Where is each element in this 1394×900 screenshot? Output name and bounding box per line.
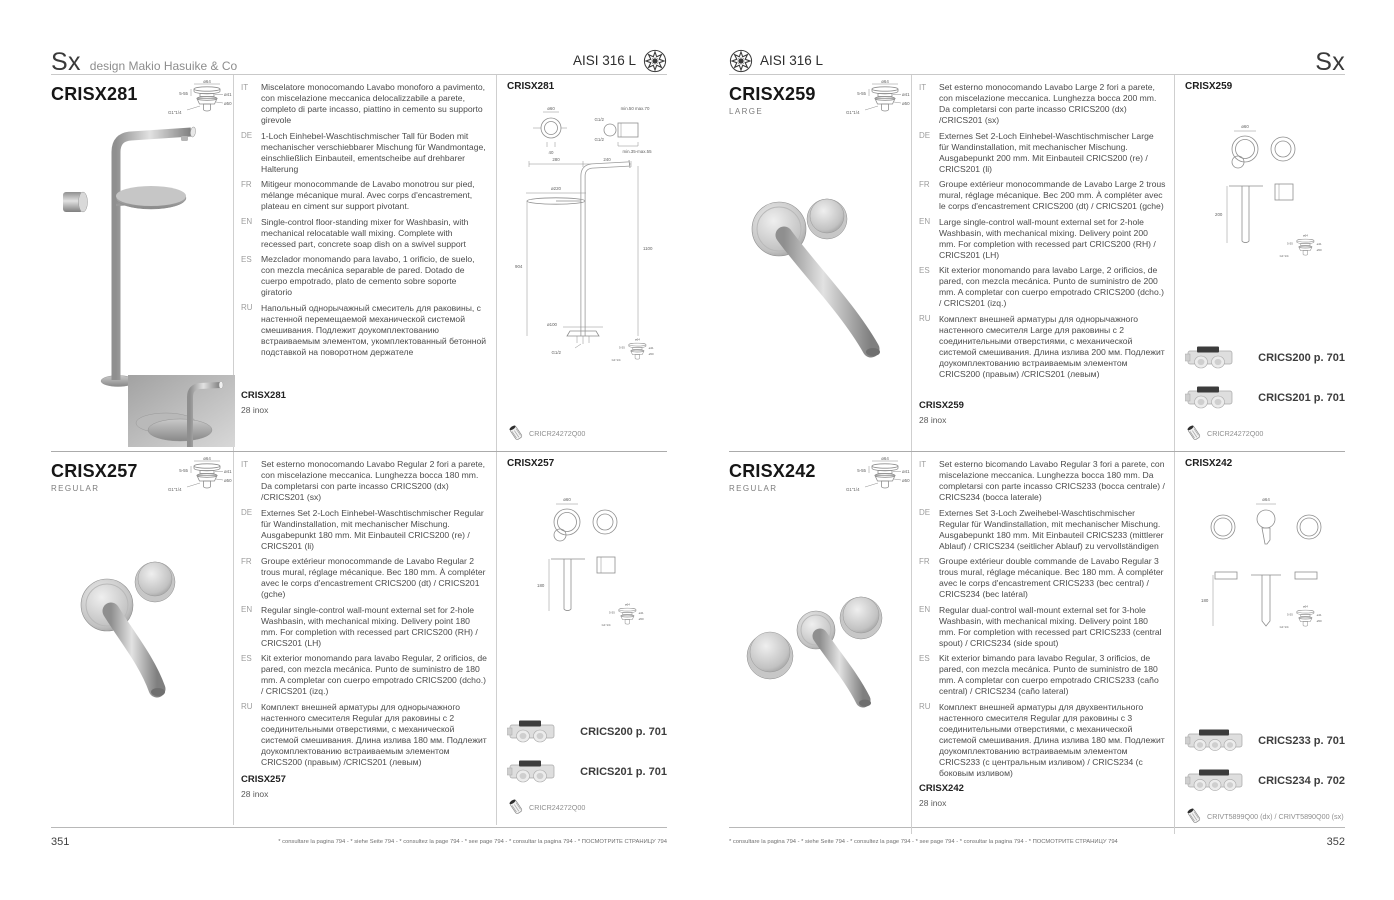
svg-text:ø64: ø64: [1262, 497, 1270, 502]
page-footer-left: [51, 827, 667, 848]
description-text: Groupe extérieur double commande de Lavabo Regular 3 trous mural, réglage mécanique. Bec 180 mm. À compléter avec le corps d'encastrement CRICS233 (bec central) / CRICS234 (bec latéral): [939, 556, 1164, 599]
designer-credit: design Makio Hasuike & Co: [89, 59, 238, 73]
description-row: [919, 314, 1166, 380]
finish-label: 28 inox: [919, 415, 947, 425]
product-title: CRISX257: [51, 461, 138, 481]
description-row: [919, 556, 1166, 600]
svg-text:ø100: ø100: [546, 322, 557, 327]
description-row: [241, 131, 488, 175]
description-row: [919, 605, 1166, 649]
lang-code: EN: [919, 217, 931, 226]
product-code-label: CRISX257: [241, 774, 286, 785]
svg-text:ø60: ø60: [547, 106, 555, 111]
svg-text:ø220: ø220: [550, 186, 562, 191]
description-text: Large single-control wall-mount external set for 2-hole Washbasin, with mechanical mixing. Delivery point 200 mm. For completion with recessed part CRICS200 (RH) / CRICS201 (LH): [939, 216, 1156, 260]
svg-text:904: 904: [515, 264, 523, 269]
svg-text:ø50: ø50: [1316, 619, 1322, 624]
svg-text:G1/2: G1/2: [594, 137, 604, 142]
cartridge-icon: [507, 423, 525, 443]
svg-text:5-55: 5-55: [857, 91, 866, 96]
lang-code: RU: [241, 702, 253, 711]
svg-text:5-55: 5-55: [619, 345, 625, 350]
description-row: [241, 702, 488, 768]
svg-text:5-55: 5-55: [1287, 612, 1293, 617]
drain-diagram: [164, 456, 252, 510]
lang-code: FR: [241, 179, 252, 189]
svg-text:ø50: ø50: [638, 617, 644, 622]
svg-text:G1"1/4: G1"1/4: [168, 487, 182, 492]
description-row: [241, 179, 488, 212]
svg-text:ø41: ø41: [902, 92, 910, 97]
product-code-block: [919, 783, 1166, 808]
cartridge-code: CRIVT5899Q00 (dx) / CRIVT5890Q00 (sx): [1207, 811, 1344, 821]
svg-text:ø64: ø64: [881, 79, 889, 84]
ref-image: [1185, 343, 1237, 373]
material-label: AISI 316 L: [572, 53, 636, 68]
lang-code: RU: [919, 702, 931, 711]
description-row: [919, 265, 1166, 309]
description-row: [241, 508, 488, 552]
svg-text:200: 200: [1215, 212, 1223, 217]
product-code-block: [241, 390, 488, 425]
product-photo: [737, 574, 909, 730]
product-variant: LARGE: [729, 106, 764, 116]
product-code-block: [241, 774, 488, 799]
svg-text:40: 40: [548, 150, 554, 155]
tech-drawing-code: CRISX242: [1185, 458, 1233, 469]
svg-text:ø41: ø41: [224, 469, 232, 474]
description-row: [919, 217, 1166, 261]
description-row: [919, 179, 1166, 212]
ref-row: [1185, 343, 1347, 373]
lang-code: ES: [241, 254, 252, 264]
svg-text:ø50: ø50: [902, 478, 910, 483]
description-text: Set esterno monocomando Lavabo Large 2 fori a parete, con miscelazione meccanica. Lunghezza bocca 200 mm. Da completarsi con parte incasso CRICS200 (dx) /CRICS201 (sx): [939, 82, 1157, 125]
ref-image: [1185, 766, 1245, 796]
product-code-label: CRISX259: [919, 400, 964, 411]
cartridge-code: CRICR24272Q00: [529, 428, 586, 438]
description-text: Mitigeur monocommande de Lavabo monotrou sur pied, mélange mécanique mural. Avec corps d'encastrement, plateau en ciment sur support pivotant.: [261, 179, 475, 211]
lang-code: FR: [919, 556, 930, 566]
finish-label: 28 inox: [241, 789, 269, 799]
cartridge-row: [1185, 806, 1347, 826]
ref-label: CRICS201 p. 701: [1258, 392, 1345, 404]
ref-label: CRICS233 p. 701: [1258, 735, 1345, 747]
lang-code: IT: [241, 82, 249, 92]
svg-text:ø50: ø50: [648, 352, 654, 357]
lang-code: DE: [919, 131, 931, 140]
cartridge-code: CRICR24272Q00: [1207, 428, 1264, 438]
description-text: Groupe extérieur monocommande de Lavabo Large 2 trous mural, réglage mécanique. Bec 200 mm. À compléter avec le corps d'encastrement CRICS200 (dt) / CRICS201 (gche): [939, 179, 1166, 211]
product-section-crisx281: [51, 75, 667, 451]
lang-code: IT: [241, 459, 249, 469]
lang-code: EN: [919, 605, 931, 614]
svg-text:G1"1/4: G1"1/4: [168, 110, 182, 115]
product-variant: REGULAR: [51, 483, 100, 493]
tech-drawing: [1185, 98, 1347, 304]
svg-text:G1"1/4: G1"1/4: [611, 358, 621, 363]
description-text: 1-Loch Einhebel-Waschtischmischer Tall für Boden mit mechanischer verschiebbarer Mischung für Wandmontage, einschließlich Einbauteil, ementscheibe auf drehbarer Halterung: [261, 130, 486, 174]
svg-text:G1"1/4: G1"1/4: [601, 623, 611, 628]
svg-text:ø41: ø41: [1316, 613, 1322, 618]
description-text: Groupe extérieur monocommande de Lavabo Regular 2 trous mural, réglage mécanique. Bec 180 mm. À compléter avec le corps d'encastrement CRICS200 (dt) / CRICS201 (gche): [261, 556, 486, 599]
description-text: Externes Set 2-Loch Einhebel-Waschtischmischer Large für Wandinstallation, mit mechanischer Mischung. Ausgabepunkt 200 mm. Mit Einbauteil CRICS200 (re) / CRICS201 (li): [939, 130, 1154, 174]
description-text: Regular single-control wall-mount external set for 2-hole Washbasin, with mechanical mixing. Delivery point 180 mm. For completion with recessed part CRICS200 (RH) / CRICS201 (LH): [261, 604, 478, 648]
svg-text:5-55: 5-55: [179, 91, 188, 96]
brand-logo: Sx: [51, 48, 81, 76]
description-text: Комплект внешней арматуры для однорычажного настенного смесителя Regular для раковины с 2 соединительными отверстиями, с механической системой смешивания. Длина излива 180 мм. Подлежит доукомплектованию встраиваемым элементом CRICS200 (правым) /CRICS201 (левым): [261, 701, 487, 767]
description-text: Miscelatore monocomando Lavabo monoforo a pavimento, con miscelazione meccanica delocalizzabile a parete, completo di parte incasso, piattino in cemento su supporto girevole: [261, 82, 486, 125]
description-list: [919, 459, 1166, 783]
svg-text:180: 180: [537, 583, 545, 588]
svg-text:G1/2: G1/2: [551, 350, 561, 355]
page-number: 351: [51, 836, 70, 848]
description-text: Напольный однорычажный смеситель для раковины, с настенной перемещаемой механической системой смешивания. Подлежит доукомплектованию встраиваемым элементом, укомплектованный бетонной подставкой на поворотном держателе: [261, 302, 487, 357]
svg-text:ø50: ø50: [1316, 248, 1322, 253]
description-text: Комплект внешней арматуры для двухвентильного настенного смесителя Regular для раковины с 3 соединительными отверстиями, с механической системой смешивания. Длина излива 180 мм. Подлежит доукомплектованию встраиваемым элементом CRICS233 (с центральным изливом) / CRICS234 (с боковым изливом): [939, 701, 1165, 778]
description-row: [919, 508, 1166, 552]
page-header-left: [51, 50, 667, 75]
description-row: [919, 131, 1166, 175]
svg-text:ø41: ø41: [648, 346, 654, 351]
cartridge-row: [507, 797, 669, 817]
ref-image: [507, 757, 559, 787]
lang-code: FR: [919, 179, 930, 189]
svg-text:ø64: ø64: [203, 79, 211, 84]
lang-code: FR: [241, 556, 252, 566]
svg-text:5-55: 5-55: [1287, 241, 1293, 246]
product-detail-photo: [128, 375, 235, 447]
description-row: [241, 217, 488, 250]
description-text: Kit exterior monomando para lavabo Regular, 2 orificios, de pared, con mezcla mecánica. Punto de suministro de 180 mm. A completar con cuerpo empotrado CRICS200 (dcho.) / CRICS201 (izq.): [261, 653, 487, 696]
lang-code: DE: [919, 508, 931, 517]
lang-code: ES: [919, 653, 930, 663]
tech-drawing: [1185, 475, 1347, 671]
star-icon: [643, 49, 667, 73]
description-text: Kit exterior bimando para lavabo Regular, 3 orificios, de pared, con mezcla mecánica. Punto de suministro de 180 mm. A completar con cuerpo empotrado CRICS233 (caño central) / CRICS234 (caño lateral): [939, 653, 1159, 696]
cartridge-row: [507, 423, 669, 443]
svg-text:180: 180: [1201, 598, 1209, 603]
finish-label: 28 inox: [241, 405, 269, 415]
svg-text:G1/2: G1/2: [594, 117, 604, 122]
description-row: [919, 653, 1166, 697]
svg-text:min.50 max.70: min.50 max.70: [620, 106, 650, 111]
svg-text:G1"1/4: G1"1/4: [846, 110, 860, 115]
ref-row: [1185, 726, 1347, 756]
svg-text:ø41: ø41: [1316, 242, 1322, 247]
svg-text:G1"1/4: G1"1/4: [1279, 625, 1289, 630]
ref-label: CRICS234 p. 702: [1258, 775, 1345, 787]
svg-text:ø64: ø64: [1302, 233, 1308, 238]
lang-code: RU: [919, 314, 931, 323]
star-icon: [729, 49, 753, 73]
product-title: CRISX259: [729, 84, 816, 104]
tech-drawing-code: CRISX281: [507, 81, 555, 92]
svg-text:ø50: ø50: [224, 478, 232, 483]
ref-image: [507, 717, 559, 747]
tech-drawing: [507, 475, 669, 673]
product-code-block: [919, 400, 1166, 425]
lang-code: ES: [241, 653, 252, 663]
svg-text:ø41: ø41: [902, 469, 910, 474]
svg-text:G1"1/4: G1"1/4: [846, 487, 860, 492]
ref-row: [507, 757, 669, 787]
description-text: Kit exterior monomando para lavabo Large, 2 orificios, de pared, con mezcla mecánica. Punto de suministro de 200 mm. A completar con cuerpo empotrado CRICS200 (dcho.) / CRICS201 (izq.): [939, 265, 1164, 308]
product-photo: [75, 537, 233, 723]
ref-label: CRICS201 p. 701: [580, 766, 667, 778]
description-row: [241, 303, 488, 358]
catalog-page-left: [51, 0, 667, 900]
ref-row: [1185, 766, 1347, 796]
svg-text:ø64: ø64: [1302, 604, 1308, 609]
ref-image: [1185, 726, 1245, 756]
drain-diagram: [842, 456, 930, 510]
lang-code: DE: [241, 508, 253, 517]
description-row: [241, 254, 488, 298]
description-row: [241, 605, 488, 649]
svg-text:5-55: 5-55: [857, 468, 866, 473]
svg-text:5-55: 5-55: [179, 468, 188, 473]
product-photo: [55, 92, 235, 392]
lang-code: RU: [241, 303, 253, 312]
svg-text:ø41: ø41: [638, 611, 644, 616]
product-section-crisx257: [51, 451, 667, 825]
svg-text:ø60: ø60: [563, 497, 571, 502]
description-row: [919, 82, 1166, 126]
svg-text:G1"1/4: G1"1/4: [1279, 254, 1289, 259]
product-title: CRISX281: [51, 84, 138, 104]
description-row: [241, 459, 488, 503]
tech-drawing: [507, 98, 669, 386]
ref-image: [1185, 383, 1237, 413]
description-row: [241, 556, 488, 600]
product-section-crisx242: [729, 451, 1345, 825]
description-text: Комплект внешней арматуры для однорычажного настенного смесителя Large для раковины с 2 соединительными отверстиями, с механической системой смешивания. Длина излива 200 мм. Подлежит доукомплектованию встраиваемым элементом CRICS200 (правым) /CRICS201 (левым): [939, 313, 1165, 379]
product-photo: [737, 167, 909, 367]
cartridge-row: [1185, 423, 1347, 443]
description-text: Set esterno monocomando Lavabo Regular 2 fori a parete, con miscelazione meccanica. Lunghezza bocca 180 mm. Da completarsi con parte incasso CRICS200 (dx) /CRICS201 (sx): [261, 459, 486, 502]
ref-row: [507, 717, 669, 747]
svg-text:ø60: ø60: [1241, 124, 1249, 129]
lang-code: IT: [919, 459, 927, 469]
svg-text:5-55: 5-55: [609, 610, 615, 615]
svg-text:ø50: ø50: [224, 101, 232, 106]
product-code-label: CRISX242: [919, 783, 964, 794]
description-row: [241, 82, 488, 126]
lang-code: EN: [241, 605, 253, 614]
description-text: Mezclador monomando para lavabo, 1 orificio, de suelo, con mezcla mecánica separable de pared. Dotado de cuerpo empotrado, plato de cemento sobre soporte giratorio: [261, 254, 475, 297]
catalog-page-right: [729, 0, 1345, 900]
svg-text:ø64: ø64: [624, 602, 630, 607]
product-section-crisx259: [729, 75, 1345, 451]
description-row: [241, 653, 488, 697]
description-list: [919, 82, 1166, 400]
cartridge-icon: [1185, 423, 1203, 443]
tech-drawing-code: CRISX257: [507, 458, 555, 469]
product-variant: REGULAR: [729, 483, 778, 493]
tech-drawing-code: CRISX259: [1185, 81, 1233, 92]
cartridge-code: CRICR24272Q00: [529, 802, 586, 812]
svg-text:1100: 1100: [643, 246, 653, 251]
svg-text:280: 280: [552, 157, 560, 162]
cartridge-icon: [507, 797, 525, 817]
page-number: 352: [1326, 836, 1345, 848]
lang-code: ES: [919, 265, 930, 275]
description-row: [919, 459, 1166, 503]
brand-logo: Sx: [1315, 48, 1345, 76]
ref-row: [1185, 383, 1347, 413]
product-code-label: CRISX281: [241, 390, 286, 401]
svg-text:ø64: ø64: [634, 337, 640, 342]
lang-code: IT: [919, 82, 927, 92]
finish-label: 28 inox: [919, 798, 947, 808]
drain-diagram: [842, 79, 930, 133]
svg-text:ø50: ø50: [902, 101, 910, 106]
description-list: [241, 459, 488, 774]
description-row: [919, 702, 1166, 779]
description-text: Externes Set 3-Loch Zweihebel-Waschtischmischer Regular für Wandinstallation, mit mechanischer Mischung. Ausgabepunkt 180 mm. Mit Einbauteil CRICS233 (mittlerer Ablauf) / CRICS234 (seitlicher Ablauf) zu vervollständigen: [939, 507, 1164, 551]
material-label: AISI 316 L: [760, 53, 824, 68]
svg-text:ø64: ø64: [203, 456, 211, 461]
cartridge-icon: [1185, 806, 1203, 826]
svg-text:min.35-max.55: min.35-max.55: [622, 149, 652, 154]
ref-label: CRICS200 p. 701: [1258, 352, 1345, 364]
footnote: * consultare la pagina 794 - * siehe Seite 794 - * consultez la page 794 - * see page 794 - * consultar la pagina 794 - * ПОСМОТРИТЕ СТРАНИЦУ 794: [729, 839, 1118, 845]
lang-code: EN: [241, 217, 253, 226]
lang-code: DE: [241, 131, 253, 140]
description-text: Externes Set 2-Loch Einhebel-Waschtischmischer Regular für Wandinstallation, mit mechanischer Mischung. Ausgabepunkt 180 mm. Mit Einbauteil CRICS200 (re) / CRICS201 (li): [261, 507, 484, 551]
page-header-right: [729, 50, 1345, 75]
description-text: Single-control floor-standing mixer for Washbasin, with mechanical relocatable wall mixing. Complete with recessed part, concrete soap dish on a swivel support: [261, 216, 469, 249]
svg-text:ø41: ø41: [224, 92, 232, 97]
description-list: [241, 82, 488, 390]
footnote: * consultare la pagina 794 - * siehe Seite 794 - * consultez la page 794 - * see page 794 - * consultar la pagina 794 - * ПОСМОТРИТЕ СТРАНИЦУ 794: [278, 839, 667, 845]
svg-text:240: 240: [603, 157, 611, 162]
ref-label: CRICS200 p. 701: [580, 726, 667, 738]
description-text: Set esterno bicomando Lavabo Regular 3 fori a parete, con miscelazione meccanica. Lunghezza bocca 180 mm. Da completarsi con parte incasso CRICS233 (bocca centrale) / CRICS234 (bocca laterale): [939, 459, 1165, 502]
svg-text:ø64: ø64: [881, 456, 889, 461]
description-text: Regular dual-control wall-mount external set for 3-hole Washbasin, with mechanical mixing. Delivery point 180 mm. For completion with recessed part CRICS233 (central spout) / CRICS234 (side spout): [939, 604, 1162, 648]
product-title: CRISX242: [729, 461, 816, 481]
